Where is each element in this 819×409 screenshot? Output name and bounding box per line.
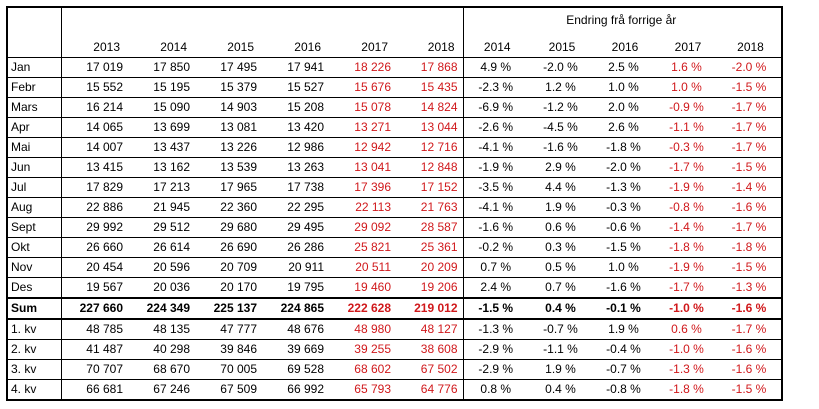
value-cell: 48 127 xyxy=(396,319,463,340)
change-cell: 0.4 % xyxy=(530,298,593,319)
change-cell: -1.6 % xyxy=(463,218,530,238)
value-cell: 13 271 xyxy=(329,118,396,138)
change-year-header: 2018 xyxy=(719,30,782,58)
value-cell: 16 214 xyxy=(61,98,128,118)
change-cell: -1.9 % xyxy=(463,158,530,178)
header-row-title xyxy=(7,7,782,30)
value-cell: 17 495 xyxy=(195,58,262,78)
value-cell: 67 502 xyxy=(396,360,463,380)
value-cell: 13 226 xyxy=(195,138,262,158)
change-cell: -1.5 % xyxy=(593,238,656,258)
change-cell: -0.4 % xyxy=(593,340,656,360)
value-cell: 15 435 xyxy=(396,78,463,98)
value-cell: 13 041 xyxy=(329,158,396,178)
value-cell: 17 868 xyxy=(396,58,463,78)
value-cell: 39 255 xyxy=(329,340,396,360)
value-cell: 227 660 xyxy=(61,298,128,319)
row-label: Aug xyxy=(7,198,61,218)
header-row-years xyxy=(7,30,782,58)
row-label: Nov xyxy=(7,258,61,278)
change-cell: -1.9 % xyxy=(656,258,719,278)
table-row xyxy=(7,98,782,118)
value-cell: 29 495 xyxy=(262,218,329,238)
value-cell: 15 527 xyxy=(262,78,329,98)
table-row xyxy=(7,78,782,98)
change-cell: -0.6 % xyxy=(593,218,656,238)
value-cell: 13 539 xyxy=(195,158,262,178)
change-cell: 0.3 % xyxy=(530,238,593,258)
value-cell: 39 669 xyxy=(262,340,329,360)
value-cell: 13 162 xyxy=(128,158,195,178)
change-cell: 0.7 % xyxy=(463,258,530,278)
change-cell: -1.6 % xyxy=(719,360,782,380)
change-cell: -1.4 % xyxy=(656,218,719,238)
change-cell: 2.6 % xyxy=(593,118,656,138)
change-cell: -6.9 % xyxy=(463,98,530,118)
value-cell: 28 587 xyxy=(396,218,463,238)
change-cell: 0.7 % xyxy=(530,278,593,299)
data-table-container xyxy=(6,6,783,401)
change-cell: -4.5 % xyxy=(530,118,593,138)
value-cell: 19 460 xyxy=(329,278,396,299)
value-cell: 13 420 xyxy=(262,118,329,138)
value-cell: 26 614 xyxy=(128,238,195,258)
change-cell: -1.3 % xyxy=(719,278,782,299)
row-label: Jun xyxy=(7,158,61,178)
change-cell: -2.0 % xyxy=(593,158,656,178)
value-cell: 15 078 xyxy=(329,98,396,118)
change-cell: 0.4 % xyxy=(530,380,593,401)
value-cell: 68 670 xyxy=(128,360,195,380)
change-cell: 1.9 % xyxy=(530,198,593,218)
value-cell: 22 295 xyxy=(262,198,329,218)
value-cell: 38 608 xyxy=(396,340,463,360)
value-cell: 224 349 xyxy=(128,298,195,319)
value-cell: 29 992 xyxy=(61,218,128,238)
change-cell: -4.1 % xyxy=(463,198,530,218)
table-row xyxy=(7,278,782,299)
value-cell: 19 795 xyxy=(262,278,329,299)
change-cell: -1.5 % xyxy=(719,78,782,98)
change-cell: -1.8 % xyxy=(656,380,719,401)
value-cell: 48 676 xyxy=(262,319,329,340)
value-cell: 68 602 xyxy=(329,360,396,380)
value-cell: 64 776 xyxy=(396,380,463,401)
change-cell: -1.6 % xyxy=(719,340,782,360)
value-cell: 17 965 xyxy=(195,178,262,198)
value-cell: 48 135 xyxy=(128,319,195,340)
change-cell: -1.4 % xyxy=(719,178,782,198)
change-cell: -1.6 % xyxy=(530,138,593,158)
value-cell: 41 487 xyxy=(61,340,128,360)
change-year-header: 2016 xyxy=(593,30,656,58)
change-cell: -1.8 % xyxy=(656,238,719,258)
value-cell: 21 763 xyxy=(396,198,463,218)
value-cell: 26 660 xyxy=(61,238,128,258)
change-cell: -1.5 % xyxy=(463,298,530,319)
change-cell: 0.6 % xyxy=(656,319,719,340)
value-cell: 13 437 xyxy=(128,138,195,158)
value-cell: 13 263 xyxy=(262,158,329,178)
value-cell: 25 361 xyxy=(396,238,463,258)
value-cell: 17 738 xyxy=(262,178,329,198)
change-cell: -2.0 % xyxy=(719,58,782,78)
change-cell: -0.7 % xyxy=(530,319,593,340)
value-cell: 20 036 xyxy=(128,278,195,299)
value-cell: 17 829 xyxy=(61,178,128,198)
value-cell: 15 379 xyxy=(195,78,262,98)
value-cell: 219 012 xyxy=(396,298,463,319)
change-cell: -1.6 % xyxy=(593,278,656,299)
table-row xyxy=(7,319,782,340)
value-cell: 13 081 xyxy=(195,118,262,138)
change-cell: -1.0 % xyxy=(656,298,719,319)
value-cell: 17 941 xyxy=(262,58,329,78)
value-cell: 29 680 xyxy=(195,218,262,238)
change-cell: 1.0 % xyxy=(593,258,656,278)
value-cell: 12 716 xyxy=(396,138,463,158)
value-cell: 15 208 xyxy=(262,98,329,118)
value-cell: 22 886 xyxy=(61,198,128,218)
row-label: Sept xyxy=(7,218,61,238)
value-cell: 225 137 xyxy=(195,298,262,319)
change-title: Endring frå forrige år xyxy=(566,13,677,27)
table-row xyxy=(7,58,782,78)
change-cell: -1.5 % xyxy=(719,158,782,178)
value-cell: 14 007 xyxy=(61,138,128,158)
change-cell: 2.5 % xyxy=(593,58,656,78)
value-cell: 66 681 xyxy=(61,380,128,401)
table-row xyxy=(7,118,782,138)
value-cell: 22 360 xyxy=(195,198,262,218)
value-cell: 26 286 xyxy=(262,238,329,258)
change-cell: 2.0 % xyxy=(593,98,656,118)
change-cell: 0.8 % xyxy=(463,380,530,401)
change-cell: -1.8 % xyxy=(719,238,782,258)
change-cell: -0.3 % xyxy=(593,198,656,218)
year-header: 2015 xyxy=(195,30,262,58)
change-cell: 4.9 % xyxy=(463,58,530,78)
row-label: Mars xyxy=(7,98,61,118)
value-cell: 17 850 xyxy=(128,58,195,78)
value-cell: 17 396 xyxy=(329,178,396,198)
value-cell: 19 567 xyxy=(61,278,128,299)
value-cell: 67 509 xyxy=(195,380,262,401)
row-label: 2. kv xyxy=(7,340,61,360)
value-cell: 20 911 xyxy=(262,258,329,278)
table-row xyxy=(7,238,782,258)
year-header: 2018 xyxy=(396,30,463,58)
value-cell: 20 511 xyxy=(329,258,396,278)
change-cell: -1.3 % xyxy=(463,319,530,340)
value-cell: 65 793 xyxy=(329,380,396,401)
value-cell: 13 044 xyxy=(396,118,463,138)
value-cell: 12 986 xyxy=(262,138,329,158)
change-cell: -4.1 % xyxy=(463,138,530,158)
value-cell: 21 945 xyxy=(128,198,195,218)
change-cell: -0.8 % xyxy=(656,198,719,218)
change-year-header: 2014 xyxy=(463,30,530,58)
change-cell: 1.0 % xyxy=(593,78,656,98)
change-cell: 2.4 % xyxy=(463,278,530,299)
change-cell: 2.9 % xyxy=(530,158,593,178)
traffic-table xyxy=(6,6,783,401)
change-cell: -1.6 % xyxy=(719,198,782,218)
value-cell: 14 824 xyxy=(396,98,463,118)
value-cell: 17 213 xyxy=(128,178,195,198)
row-label: Jan xyxy=(7,58,61,78)
change-cell: -2.9 % xyxy=(463,340,530,360)
table-row xyxy=(7,258,782,278)
value-cell: 15 552 xyxy=(61,78,128,98)
value-cell: 67 246 xyxy=(128,380,195,401)
change-cell: -1.7 % xyxy=(656,158,719,178)
change-cell: -0.7 % xyxy=(593,360,656,380)
value-cell: 22 113 xyxy=(329,198,396,218)
change-cell: -2.9 % xyxy=(463,360,530,380)
value-cell: 20 170 xyxy=(195,278,262,299)
value-cell: 15 090 xyxy=(128,98,195,118)
row-label: Jul xyxy=(7,178,61,198)
change-cell: -1.7 % xyxy=(719,118,782,138)
value-cell: 25 821 xyxy=(329,238,396,258)
change-cell: -2.6 % xyxy=(463,118,530,138)
table-row xyxy=(7,138,782,158)
value-cell: 20 596 xyxy=(128,258,195,278)
row-label: Okt xyxy=(7,238,61,258)
value-cell: 12 848 xyxy=(396,158,463,178)
change-cell: -1.8 % xyxy=(593,138,656,158)
row-label: Mai xyxy=(7,138,61,158)
value-cell: 17 019 xyxy=(61,58,128,78)
change-year-header: 2017 xyxy=(656,30,719,58)
value-cell: 70 707 xyxy=(61,360,128,380)
table-row xyxy=(7,218,782,238)
table-row xyxy=(7,158,782,178)
change-cell: 1.2 % xyxy=(530,78,593,98)
change-year-header: 2015 xyxy=(530,30,593,58)
change-cell: -1.6 % xyxy=(719,298,782,319)
table-row xyxy=(7,360,782,380)
value-cell: 48 980 xyxy=(329,319,396,340)
value-cell: 20 454 xyxy=(61,258,128,278)
change-cell: -3.5 % xyxy=(463,178,530,198)
change-cell: -1.5 % xyxy=(719,258,782,278)
change-cell: -1.7 % xyxy=(719,138,782,158)
change-cell: 1.9 % xyxy=(593,319,656,340)
value-cell: 13 699 xyxy=(128,118,195,138)
row-label: Apr xyxy=(7,118,61,138)
change-cell: 0.6 % xyxy=(530,218,593,238)
change-cell: -1.1 % xyxy=(656,118,719,138)
table-row xyxy=(7,380,782,401)
value-cell: 15 676 xyxy=(329,78,396,98)
table-row xyxy=(7,340,782,360)
change-cell: 1.0 % xyxy=(656,78,719,98)
value-cell: 20 709 xyxy=(195,258,262,278)
change-cell: -0.1 % xyxy=(593,298,656,319)
value-cell: 12 942 xyxy=(329,138,396,158)
value-cell: 20 209 xyxy=(396,258,463,278)
value-cell: 39 846 xyxy=(195,340,262,360)
row-label: Des xyxy=(7,278,61,299)
change-cell: -0.8 % xyxy=(593,380,656,401)
value-cell: 19 206 xyxy=(396,278,463,299)
change-cell: -1.9 % xyxy=(656,178,719,198)
value-cell: 29 512 xyxy=(128,218,195,238)
change-cell: -1.5 % xyxy=(719,380,782,401)
change-cell: -1.7 % xyxy=(656,278,719,299)
table-row xyxy=(7,298,782,319)
change-cell: 1.6 % xyxy=(656,58,719,78)
value-cell: 40 298 xyxy=(128,340,195,360)
change-cell: -0.9 % xyxy=(656,98,719,118)
value-cell: 15 195 xyxy=(128,78,195,98)
table-row xyxy=(7,178,782,198)
value-cell: 26 690 xyxy=(195,238,262,258)
value-cell: 18 226 xyxy=(329,58,396,78)
row-label: Febr xyxy=(7,78,61,98)
change-cell: -0.2 % xyxy=(463,238,530,258)
value-cell: 17 152 xyxy=(396,178,463,198)
value-cell: 69 528 xyxy=(262,360,329,380)
row-label: 4. kv xyxy=(7,380,61,401)
value-cell: 222 628 xyxy=(329,298,396,319)
change-cell: -1.7 % xyxy=(719,218,782,238)
change-cell: -2.0 % xyxy=(530,58,593,78)
change-cell: 0.5 % xyxy=(530,258,593,278)
row-label: Sum xyxy=(7,298,61,319)
change-cell: 4.4 % xyxy=(530,178,593,198)
table-body xyxy=(7,58,782,401)
change-cell: -1.2 % xyxy=(530,98,593,118)
value-cell: 224 865 xyxy=(262,298,329,319)
row-label: 3. kv xyxy=(7,360,61,380)
year-header: 2014 xyxy=(128,30,195,58)
row-label: 1. kv xyxy=(7,319,61,340)
value-cell: 47 777 xyxy=(195,319,262,340)
value-cell: 29 092 xyxy=(329,218,396,238)
change-cell: -1.7 % xyxy=(719,319,782,340)
change-cell: 1.9 % xyxy=(530,360,593,380)
year-header: 2016 xyxy=(262,30,329,58)
value-cell: 70 005 xyxy=(195,360,262,380)
year-header: 2017 xyxy=(329,30,396,58)
value-cell: 14 903 xyxy=(195,98,262,118)
change-cell: -1.1 % xyxy=(530,340,593,360)
year-header: 2013 xyxy=(61,30,128,58)
change-cell: -2.3 % xyxy=(463,78,530,98)
value-cell: 66 992 xyxy=(262,380,329,401)
change-cell: -1.7 % xyxy=(719,98,782,118)
change-cell: -0.3 % xyxy=(656,138,719,158)
value-cell: 13 415 xyxy=(61,158,128,178)
value-cell: 48 785 xyxy=(61,319,128,340)
table-row xyxy=(7,198,782,218)
change-cell: -1.3 % xyxy=(593,178,656,198)
change-cell: -1.0 % xyxy=(656,340,719,360)
change-cell: -1.3 % xyxy=(656,360,719,380)
value-cell: 14 065 xyxy=(61,118,128,138)
